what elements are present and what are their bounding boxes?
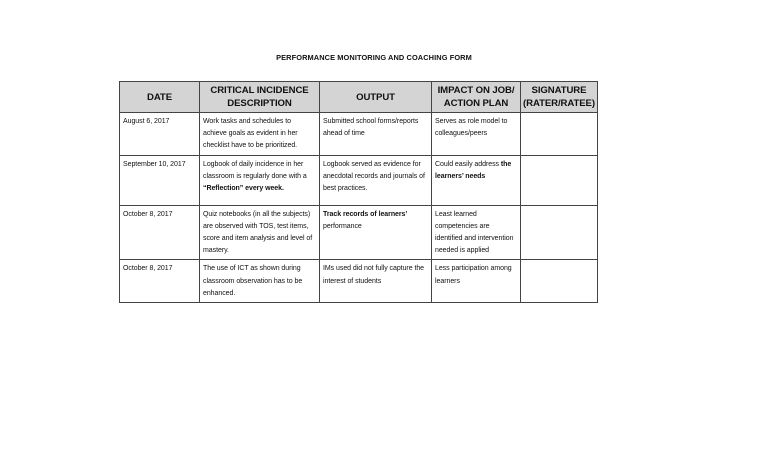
date-cell xyxy=(120,155,200,205)
critical-incidence-text xyxy=(200,260,319,302)
impact-cell xyxy=(432,155,521,205)
critical-incidence-plain: Quiz notebooks (in all the subjects) are observed with TOS, test items, score and item analysis and level of mastery. xyxy=(203,210,313,255)
signature-cell xyxy=(521,113,598,156)
signature-cell xyxy=(521,155,598,205)
impact-plain: Least learned competencies are identified and intervention needed is applied xyxy=(435,210,514,255)
output-cell xyxy=(320,260,432,303)
critical-incidence-cell xyxy=(200,113,320,156)
impact-plain: Could easily address xyxy=(435,160,501,168)
output-cell xyxy=(320,113,432,156)
header-impact-label: IMPACT ON JOB/ ACTION PLAN xyxy=(437,85,515,109)
coaching-form-table xyxy=(119,81,598,303)
table-row xyxy=(120,260,598,303)
output-cell xyxy=(320,155,432,205)
header-output-label: OUTPUT xyxy=(356,91,395,103)
signature-text xyxy=(521,156,597,161)
table-row xyxy=(120,113,598,156)
impact-text xyxy=(432,113,520,142)
critical-incidence-plain: The use of ICT as shown during classroom observation has to be enhanced. xyxy=(203,265,303,297)
date-cell xyxy=(120,260,200,303)
signature-text xyxy=(521,113,597,118)
header-date xyxy=(120,82,200,113)
critical-incidence-plain: Work tasks and schedules to achieve goals as evident in her checklist have to be prioritized. xyxy=(203,118,298,150)
date-cell xyxy=(120,113,200,156)
table-row xyxy=(120,155,598,205)
critical-incidence-text xyxy=(200,113,319,155)
output-text xyxy=(320,260,431,289)
output-text xyxy=(320,206,431,235)
date-text: October 8, 2017 xyxy=(123,210,173,218)
header-impact xyxy=(432,82,521,113)
output-text xyxy=(320,113,431,142)
header-row xyxy=(120,82,598,113)
critical-incidence-plain: Logbook of daily incidence in her classroom is regularly done with a xyxy=(203,160,307,180)
signature-text xyxy=(521,206,597,211)
impact-text xyxy=(432,260,520,289)
table-row xyxy=(120,205,598,260)
impact-cell xyxy=(432,113,521,156)
impact-text xyxy=(432,206,520,260)
critical-incidence-cell xyxy=(200,155,320,205)
output-plain: IMs used did not fully capture the interest of students xyxy=(323,265,425,285)
signature-cell xyxy=(521,205,598,260)
header-signature xyxy=(521,82,598,113)
date-text: October 8, 2017 xyxy=(123,265,173,273)
impact-cell xyxy=(432,205,521,260)
impact-emphasis: the learners’ needs xyxy=(435,160,512,180)
output-plain: Logbook served as evidence for anecdotal records and journals of best practices. xyxy=(323,160,425,193)
output-rest: performance xyxy=(323,222,362,230)
output-emphasis: Track records of learners’ xyxy=(323,210,408,218)
critical-incidence-text xyxy=(200,206,319,260)
output-plain: Submitted school forms/reports ahead of time xyxy=(323,118,419,138)
output-text xyxy=(320,156,431,198)
header-date-label: DATE xyxy=(146,91,172,103)
table-body xyxy=(120,113,598,303)
header-critical-incidence-label: CRITICAL INCIDENCE DESCRIPTION xyxy=(210,85,309,109)
date-cell xyxy=(120,205,200,260)
header-output xyxy=(320,82,432,113)
header-signature-label: SIGNATURE (RATER/RATEE) xyxy=(523,85,595,109)
critical-incidence-emphasis: “Reflection” every week. xyxy=(203,185,284,193)
date-text: August 6, 2017 xyxy=(123,118,170,125)
date-text: September 10, 2017 xyxy=(123,160,186,168)
header-critical-incidence xyxy=(200,82,320,113)
form-title: PERFORMANCE MONITORING AND COACHING FORM xyxy=(276,53,472,62)
output-cell xyxy=(320,205,432,260)
impact-plain: Serves as role model to colleagues/peers xyxy=(435,118,508,138)
signature-text xyxy=(521,260,597,265)
impact-plain: Less participation among learners xyxy=(435,265,512,285)
critical-incidence-text xyxy=(200,156,319,198)
critical-incidence-cell xyxy=(200,260,320,303)
critical-incidence-cell xyxy=(200,205,320,260)
impact-cell xyxy=(432,260,521,303)
table-header xyxy=(120,82,598,113)
signature-cell xyxy=(521,260,598,303)
impact-text xyxy=(432,156,520,185)
